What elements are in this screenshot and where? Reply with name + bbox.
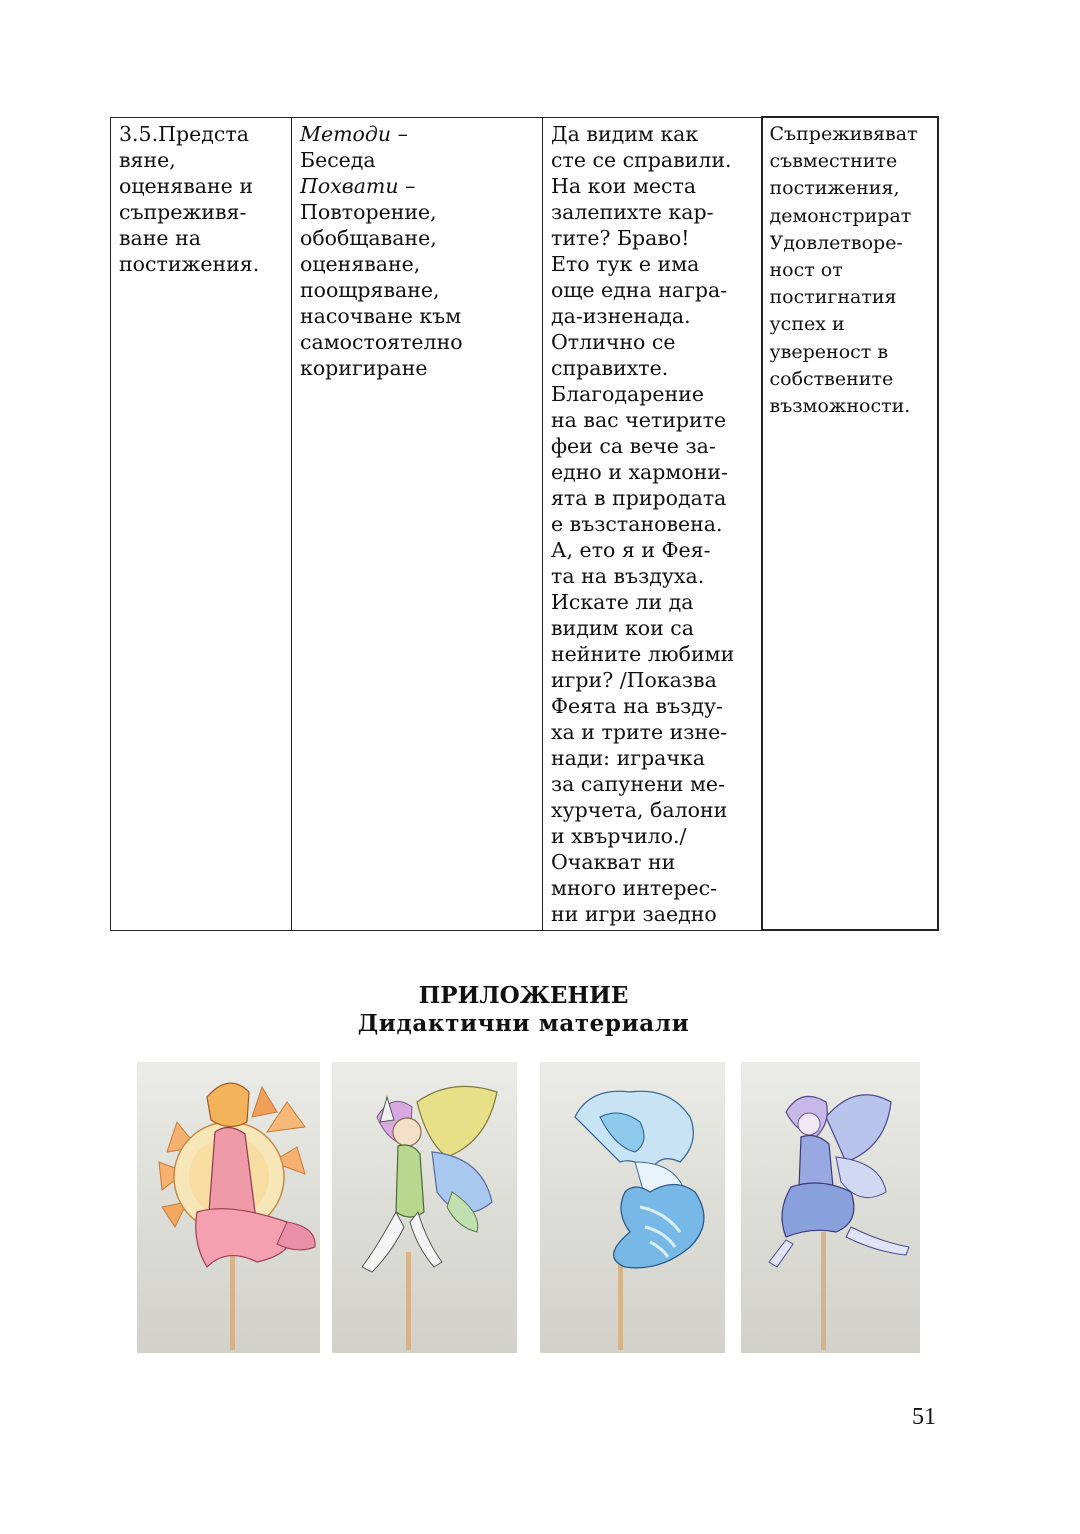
- activity-line: ята в природата: [551, 485, 727, 510]
- technique-item: поощряване,: [300, 277, 440, 302]
- activity-line: да-изненада.: [551, 303, 691, 328]
- air-fairy-photo: [741, 1062, 920, 1353]
- technique-item: насочване към: [300, 303, 462, 328]
- sun-fairy-photo: [137, 1062, 320, 1353]
- stage-line: оценяване и: [119, 173, 253, 198]
- methods-cell: [292, 117, 543, 930]
- appendix-title: ПРИЛОЖЕНИЕ: [418, 982, 629, 1009]
- outcome-line: съвместните: [769, 150, 898, 173]
- activity-line: едно и хармони-: [551, 459, 728, 484]
- stage-line: съпреживя-: [119, 199, 247, 224]
- appendix-subtitle: Дидактични материали: [357, 1010, 690, 1037]
- outcome-line: Удовлетворе-: [769, 231, 903, 254]
- outcome-line: успех и: [769, 313, 845, 336]
- activity-line: На кои места: [551, 173, 697, 198]
- outcome-line: Съпреживяват: [769, 123, 918, 145]
- activity-line: Благодарение: [551, 381, 704, 406]
- stage-line: постижения.: [119, 251, 260, 276]
- activity-line: Искате ли да: [551, 589, 694, 614]
- flower-fairy-photo: [332, 1062, 517, 1353]
- techniques-heading: [300, 173, 536, 199]
- water-fairy-photo: [540, 1062, 725, 1353]
- activity-line: игри? /Показва: [551, 667, 717, 692]
- methods-dash: –: [391, 121, 408, 146]
- fairy-wings: [826, 1095, 891, 1198]
- stage-line: ване на: [119, 225, 201, 250]
- outcomes-cell: [762, 117, 938, 930]
- activity-line: Феята на възду-: [551, 693, 723, 718]
- activity-line: на вас четирите: [551, 407, 727, 432]
- outcome-line: демонстрират: [769, 204, 912, 227]
- technique-item: коригиране: [300, 355, 428, 380]
- methods-value: Беседа: [300, 147, 376, 172]
- outcome-line: възможности.: [769, 395, 911, 418]
- activity-line: за сапунени ме-: [551, 771, 725, 796]
- fairy-skirt: [196, 1209, 291, 1267]
- activity-line: хурчета, балони: [551, 797, 728, 822]
- activity-line: сте се справили.: [551, 147, 732, 172]
- activity-line: справихте.: [551, 355, 669, 380]
- flower-fairy-illustration: [332, 1062, 517, 1353]
- technique-item: самостоятелно: [300, 329, 463, 354]
- activity-line: видим кои са: [551, 615, 694, 640]
- outcome-line: увереност в: [769, 340, 889, 363]
- activity-line: Да видим как: [551, 121, 699, 146]
- methods-heading: [300, 121, 536, 147]
- stage-line: вяне,: [119, 147, 176, 172]
- activity-line: Отлично се: [551, 329, 676, 354]
- activity-line: ха и трите изне-: [551, 719, 728, 744]
- fairy-head: [798, 1113, 820, 1135]
- water-wave: [614, 1185, 704, 1268]
- technique-item: обобщаване,: [300, 225, 437, 250]
- activity-line: и хвърчило./: [551, 823, 687, 848]
- outcome-line: собствените: [769, 367, 894, 390]
- fairy-head: [393, 1118, 421, 1146]
- activity-line: А, ето я и Фея-: [551, 537, 711, 562]
- fairy-dress: [782, 1183, 854, 1237]
- activity-line: още една награ-: [551, 277, 728, 302]
- fairy-head: [207, 1083, 249, 1126]
- activity-cell: [543, 117, 762, 930]
- activity-line: та на въздуха.: [551, 563, 705, 588]
- activity-line: ни игри заедно: [551, 901, 717, 926]
- technique-item: оценяване,: [300, 251, 421, 276]
- air-fairy-illustration: [741, 1062, 920, 1353]
- stage-line: 3.5.Предста: [119, 121, 249, 146]
- activity-line: Очакват ни: [551, 849, 676, 874]
- activity-line: феи са вече за-: [551, 433, 716, 458]
- technique-item: Повторение,: [300, 199, 437, 224]
- activity-line: много интерес-: [551, 875, 718, 900]
- fairy-wings: [377, 1086, 497, 1232]
- stick: [406, 1252, 411, 1350]
- water-fairy-illustration: [540, 1062, 725, 1353]
- techniques-dash: –: [398, 173, 416, 198]
- outcome-line: постигнатия: [769, 286, 897, 309]
- activity-line: тите? Браво!: [551, 225, 690, 250]
- stick: [821, 1232, 826, 1350]
- activity-line: залепихте кар-: [551, 199, 714, 224]
- techniques-label: Похвати: [300, 173, 399, 198]
- fairy-body: [396, 1145, 424, 1217]
- activity-line: е възстановена.: [551, 511, 723, 536]
- activity-line: нейните любими: [551, 641, 735, 666]
- activity-line: нади: играчка: [551, 745, 705, 770]
- page-number: 51: [912, 1404, 936, 1430]
- outcome-line: ност от: [769, 259, 843, 282]
- stage-cell: [111, 117, 292, 930]
- lesson-table: [110, 116, 939, 931]
- methods-label: Методи: [300, 121, 392, 146]
- outcome-line: постижения,: [769, 177, 900, 200]
- activity-line: Ето тук е има: [551, 251, 700, 276]
- table-row: [111, 117, 938, 930]
- sun-fairy-illustration: [137, 1062, 320, 1353]
